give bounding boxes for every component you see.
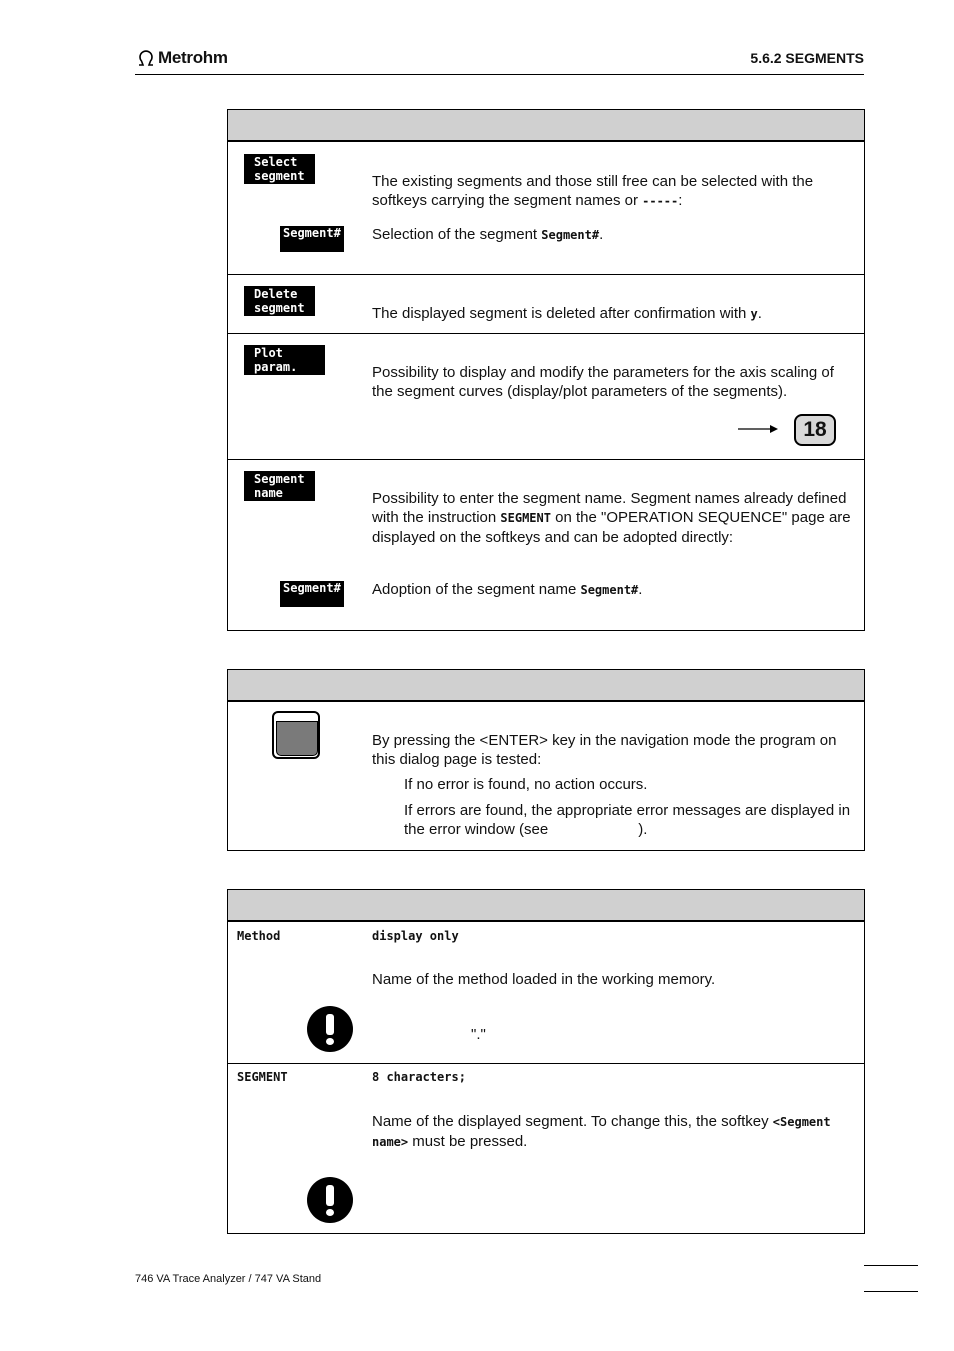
metrohm-logo <box>136 48 228 68</box>
footer-rule-top <box>864 1265 918 1266</box>
enter-key-icon[interactable] <box>272 711 320 759</box>
select-segment-softkey[interactable]: Select segment <box>244 154 315 184</box>
page-ref-badge: 18 <box>794 414 836 446</box>
arrow-right-icon <box>738 423 778 435</box>
plot-param-description: Possibility to display and modify the parameters for the axis scaling of the segment curves (display/plot parameters of the segments). <box>372 364 834 400</box>
method-note: "." <box>471 1026 486 1043</box>
segment-number-softkey[interactable]: Segment# <box>280 226 344 252</box>
segment-label: SEGMENT <box>237 1070 288 1084</box>
row-enter <box>228 702 864 850</box>
enter-table-header <box>228 670 864 702</box>
segment-spec: 8 characters; <box>372 1070 466 1084</box>
plot-param-softkey[interactable]: Plot param. <box>244 345 325 375</box>
segment-adopt-description: Adoption of the segment name Segment#. <box>372 581 643 598</box>
enter-item-errors: If errors are found, the appropriate error messages are displayed in the error window (see ). <box>404 802 851 838</box>
footer-rule-bottom <box>864 1291 918 1292</box>
row-segment <box>228 1063 864 1233</box>
softkeys-table-header <box>228 110 864 142</box>
params-table-header <box>228 890 864 922</box>
enter-description: By pressing the <ENTER> key in the navigation mode the program on this dialog page is tested: <box>372 732 837 768</box>
segment-name-description: Possibility to enter the segment name. Segment names already defined with the instruction SEGMENT on the "OPERATION SEQUENCE" page are displayed on the softkeys and can be adopted directly: <box>372 490 851 546</box>
logo-text: Metrohm <box>158 48 228 67</box>
segment-number-description: Selection of the segment Segment#. <box>372 226 604 243</box>
params-table <box>227 889 865 1234</box>
row-plot-param <box>228 333 864 459</box>
softkeys-table <box>227 109 865 631</box>
section-title: 5.6.2 SEGMENTS <box>750 50 864 66</box>
row-select-segment <box>228 142 864 274</box>
select-segment-description: The existing segments and those still free can be selected with the softkeys carrying the segment names or -----: <box>372 173 814 209</box>
footer-text: 746 VA Trace Analyzer / 747 VA Stand <box>135 1273 322 1285</box>
metrohm-omega-icon <box>136 49 156 67</box>
warning-exclamation-icon <box>307 1006 353 1052</box>
row-segment-name <box>228 459 864 630</box>
dashes-code: ----- <box>642 194 679 208</box>
method-label: Method <box>237 929 281 943</box>
segment-description: Name of the displayed segment. To change this, the softkey <Segment name> must be pressed. <box>372 1113 831 1150</box>
segment-name-softkey[interactable]: Segment name <box>244 471 315 501</box>
header-rule <box>135 74 864 75</box>
delete-segment-softkey[interactable]: Delete segment <box>244 286 315 316</box>
segment-number-softkey-2[interactable]: Segment# <box>280 581 344 607</box>
method-description: Name of the method loaded in the working memory. <box>372 971 716 988</box>
row-method <box>228 922 864 1063</box>
row-delete-segment <box>228 274 864 333</box>
delete-segment-description: The displayed segment is deleted after confirmation with y. <box>372 305 762 322</box>
enter-table <box>227 669 865 851</box>
method-spec: display only <box>372 929 459 943</box>
enter-item-no-error: If no error is found, no action occurs. <box>404 776 648 793</box>
warning-exclamation-icon-2 <box>307 1177 353 1223</box>
